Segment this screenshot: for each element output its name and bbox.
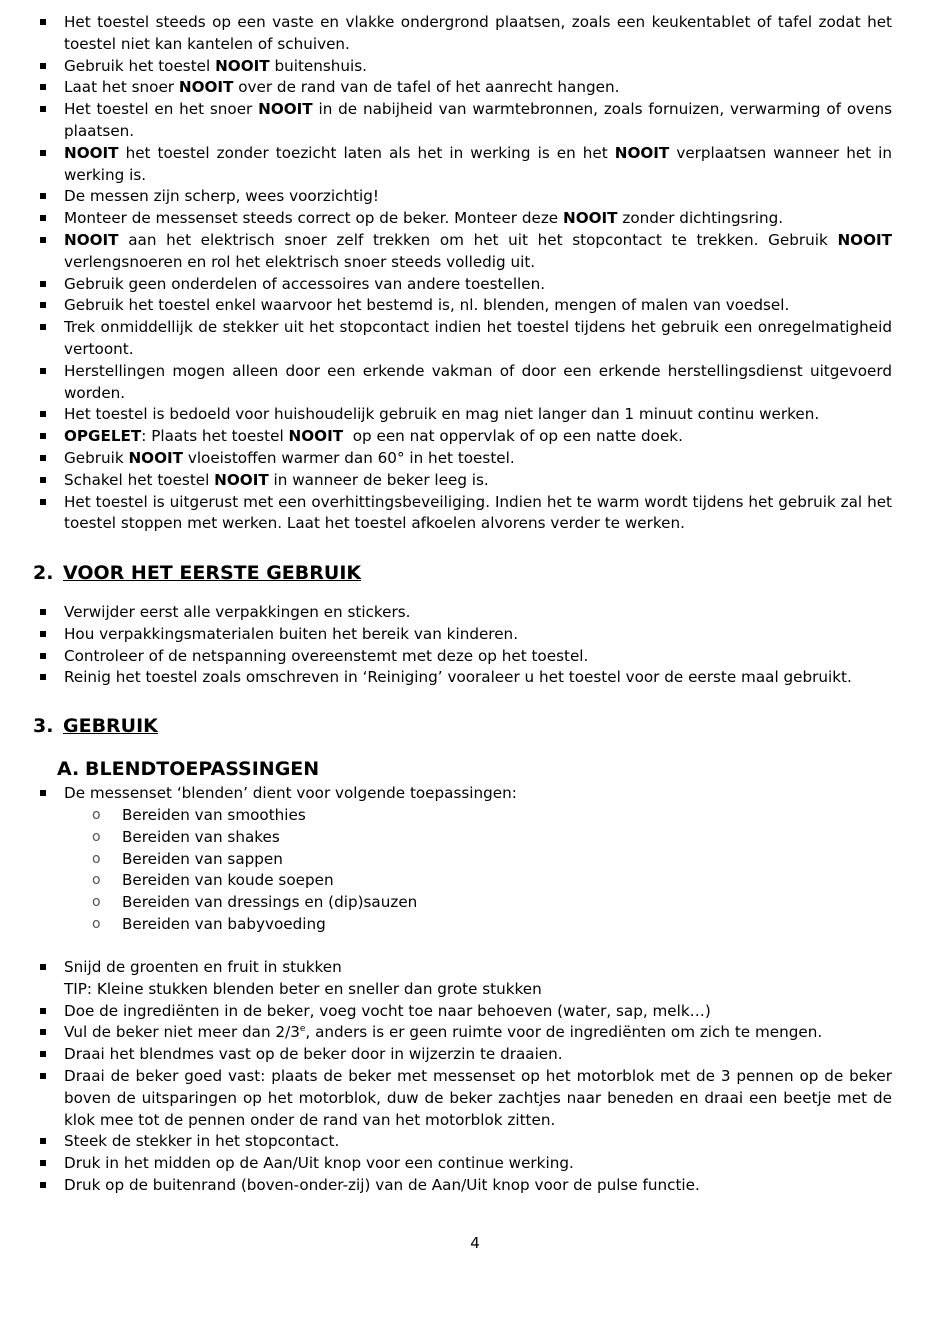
- item-text: vloeistoffen warmer dan 60° in het toestel.: [183, 448, 515, 467]
- section-number: 2.: [33, 562, 54, 584]
- section-3-heading: [0, 713, 158, 739]
- list-item: [0, 12, 950, 56]
- list-item: [0, 1022, 950, 1044]
- item-text: Herstellingen mogen alleen door een erkende vakman of door een erkende herstellingsdienst uitgevoerd worden.: [64, 361, 892, 402]
- item-text: buitenshuis.: [269, 56, 367, 75]
- list-item: [0, 143, 950, 187]
- item-text: Het toestel is uitgerust met een overhittingsbeveiliging. Indien het te warm wordt tijdens het gebruik zal het toestel stoppen met werken. Laat het toestel afkoelen alvorens verder te werken.: [64, 492, 892, 533]
- list-item: [0, 77, 950, 99]
- list-item: [0, 646, 950, 668]
- list-item: [0, 361, 950, 405]
- item-text: Druk in het midden op de Aan/Uit knop voor een continue werking.: [64, 1154, 574, 1173]
- item-text: Snijd de groenten en fruit in stukken: [64, 958, 342, 976]
- page-number: 4: [470, 1234, 480, 1252]
- emphasis: NOOIT: [64, 230, 119, 249]
- list-item: [0, 274, 950, 296]
- item-text: Druk op de buitenrand (boven-onder-zij) van de Aan/Uit knop voor de pulse functie.: [64, 1175, 700, 1194]
- item-text: Vul de beker niet meer dan 2/3: [64, 1023, 300, 1042]
- item-text: Monteer de messenset steeds correct op de beker. Monteer deze: [64, 209, 563, 228]
- list-item: [0, 404, 950, 426]
- list-item: [0, 957, 950, 979]
- item-text: Gebruik het toestel: [64, 56, 216, 75]
- list-item: [0, 602, 950, 624]
- emphasis: NOOIT: [64, 143, 119, 162]
- item-text: over de rand van de tafel of het aanrecht hangen.: [233, 78, 620, 97]
- item-text: Controleer of de netspanning overeenstemt met deze op het toestel.: [64, 646, 589, 665]
- list-item: [0, 1066, 950, 1131]
- item-text: Gebruik het toestel enkel waarvoor het bestemd is, nl. blenden, mengen of malen van voedsel.: [64, 296, 790, 315]
- item-text: aan het elektrisch snoer zelf trekken om het uit het stopcontact te trekken. Gebruik: [118, 230, 838, 249]
- list-item: [0, 870, 950, 892]
- section-title: VOOR HET EERSTE GEBRUIK: [63, 562, 362, 584]
- emphasis: NOOIT: [178, 78, 234, 97]
- item-text: het toestel zonder toezicht laten als het in werking is en het: [118, 143, 615, 162]
- emphasis: NOOIT: [258, 100, 313, 119]
- usage-steps: [0, 957, 950, 1197]
- emphasis: NOOIT: [562, 209, 618, 228]
- emphasis: NOOIT: [215, 56, 270, 75]
- item-text: Bereiden van koude soepen: [122, 871, 334, 890]
- emphasis: NOOIT: [288, 427, 344, 446]
- list-item: [0, 1153, 950, 1175]
- item-text: De messen zijn scherp, wees voorzichtig!: [64, 187, 379, 206]
- safety-list: [0, 12, 950, 535]
- item-text: Verwijder eerst alle verpakkingen en stickers.: [64, 603, 411, 621]
- item-text: Bereiden van shakes: [122, 827, 280, 846]
- item-text: Draai het blendmes vast op de beker door in wijzerzin te draaien.: [64, 1045, 563, 1064]
- list-item: [0, 56, 950, 78]
- emphasis: NOOIT: [214, 470, 269, 489]
- list-item: [0, 624, 950, 646]
- subsection-title: BLENDTOEPASSINGEN: [85, 758, 320, 780]
- list-item: [0, 1044, 950, 1066]
- item-text: Laat het snoer: [64, 78, 179, 97]
- item-text: verlengsnoeren en rol het elektrisch snoer steeds volledig uit.: [64, 252, 536, 271]
- item-text: verplaatsen wanneer het in werking is.: [64, 143, 892, 184]
- emphasis: NOOIT: [837, 230, 892, 249]
- superscript: e: [299, 1024, 306, 1035]
- list-item: [0, 208, 950, 230]
- item-text: De messenset ‘blenden’ dient voor volgende toepassingen:: [64, 784, 517, 802]
- item-text: zonder dichtingsring.: [617, 209, 784, 228]
- item-text: Steek de stekker in het stopcontact.: [64, 1132, 340, 1151]
- steps-list-a: [0, 957, 950, 979]
- item-text: in de nabijheid van warmtebronnen, zoals fornuizen, verwarming of ovens plaatsen.: [64, 100, 892, 140]
- list-item: [0, 317, 950, 361]
- list-item: [0, 448, 950, 470]
- item-text: Hou verpakkingsmaterialen buiten het bereik van kinderen.: [64, 624, 519, 643]
- list-item: [0, 892, 950, 914]
- item-text: Bereiden van dressings en (dip)sauzen: [122, 893, 418, 912]
- first-use-list: [0, 602, 950, 689]
- section-title: GEBRUIK: [63, 715, 158, 737]
- item-text: Bereiden van sappen: [122, 849, 283, 868]
- list-item: [0, 1175, 950, 1197]
- list-item: [0, 1131, 950, 1153]
- blend-intro-list: [0, 783, 950, 805]
- list-item: [0, 914, 950, 936]
- list-item: [0, 186, 950, 208]
- item-text: Het toestel is bedoeld voor huishoudelijk gebruik en mag niet langer dan 1 minuut continu werken.: [64, 405, 820, 424]
- steps-list-b: [0, 1001, 950, 1197]
- list-item: [0, 470, 950, 492]
- item-text: Draai de beker goed vast: plaats de beker met messenset op het motorblok met de 3 pennen op de beker boven de uitsparingen op het motorblok, duw de beker zachtjes naar beneden en draai een beetje met de klok mee tot de pennen onder de rand van het motorblok zitten.: [64, 1066, 892, 1129]
- emphasis: OPGELET: [64, 427, 142, 446]
- emphasis: NOOIT: [128, 448, 184, 467]
- item-text: Bereiden van babyvoeding: [122, 914, 326, 933]
- item-text: op een nat oppervlak of op een natte doek.: [343, 427, 683, 446]
- item-text: in wanneer de beker leeg is.: [268, 470, 489, 489]
- item-text: , anders is er geen ruimte voor de ingrediënten om zich te mengen.: [305, 1023, 823, 1042]
- item-text: Gebruik geen onderdelen of accessoires van andere toestellen.: [64, 274, 546, 293]
- item-text: Schakel het toestel: [64, 470, 215, 489]
- emphasis: NOOIT: [614, 143, 670, 162]
- tip-text: TIP: Kleine stukken blenden beter en sneller dan grote stukken: [64, 979, 542, 998]
- section-number: 3.: [33, 715, 54, 737]
- item-text: : Plaats het toestel: [141, 427, 289, 446]
- item-text: Het toestel en het snoer: [64, 100, 259, 119]
- list-item: [0, 426, 950, 448]
- list-item: [0, 783, 950, 805]
- list-item: [0, 1001, 950, 1023]
- list-item: [0, 99, 950, 143]
- list-item: [0, 230, 950, 274]
- item-text: Het toestel steeds op een vaste en vlakke ondergrond plaatsen, zoals een keukentablet of tafel zodat het toestel niet kan kantelen of schuiven.: [64, 13, 892, 53]
- list-item: [0, 827, 950, 849]
- list-item: [0, 492, 950, 536]
- subsection-a-heading: [0, 756, 319, 782]
- list-item: [0, 805, 950, 827]
- item-text: Doe de ingrediënten in de beker, voeg vocht toe naar behoeven (water, sap, melk…): [64, 1001, 711, 1020]
- applications-list: [0, 805, 950, 936]
- item-text: Bereiden van smoothies: [122, 806, 306, 824]
- item-text: Reinig het toestel zoals omschreven in ‘Reiniging’ vooraleer u het toestel voor de eerste maal gebruikt.: [64, 668, 852, 687]
- subsection-number: A.: [57, 758, 80, 780]
- list-item: [0, 667, 950, 689]
- list-item: [0, 295, 950, 317]
- list-item: [0, 849, 950, 871]
- item-text: Gebruik: [64, 448, 129, 467]
- item-text: Trek onmiddellijk de stekker uit het stopcontact indien het toestel tijdens het gebruik een onregelmatigheid vertoont.: [64, 318, 892, 358]
- section-2-heading: [0, 560, 361, 586]
